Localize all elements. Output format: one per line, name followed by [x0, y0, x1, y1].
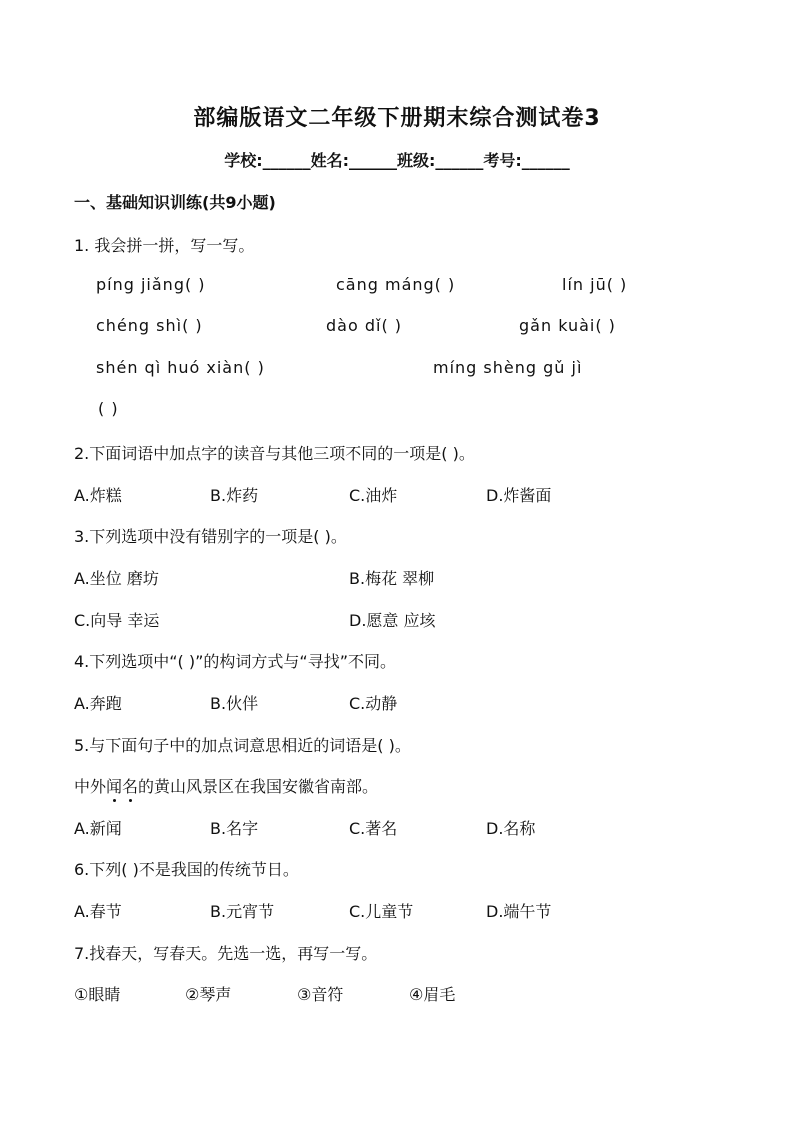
- q2-option-b: B.炸药: [210, 486, 259, 505]
- q5-sentence-before: 中外: [74, 777, 107, 796]
- q3-option-a: A.坐位 磨坊: [74, 569, 159, 588]
- q4-option-c: C.动静: [349, 694, 398, 713]
- exam-title: 部编版语文二年级下册期末综合测试卷3: [193, 106, 601, 131]
- dotted-char: 名: [122, 777, 139, 796]
- q1-pinyin-4: chéng shì( ): [96, 316, 203, 335]
- q5-option-d: D.名称: [486, 819, 536, 838]
- q1-pinyin-5: dào dǐ( ): [326, 316, 403, 335]
- q1-pinyin-2: cāng máng( ): [336, 275, 456, 294]
- q1-pinyin-9: ( ): [98, 399, 119, 418]
- q7-stem: 7.找春天，写春天。先选一选，再写一写。: [74, 944, 378, 963]
- q7-option-3: ③音符: [297, 985, 344, 1004]
- q2-option-d: D.炸酱面: [486, 486, 552, 505]
- section-heading: 一、基础知识训练(共9小题): [74, 193, 276, 212]
- q6-option-b: B.元宵节: [210, 902, 275, 921]
- q6-stem: 6.下列( )不是我国的传统节日。: [74, 860, 299, 879]
- dotted-char: 闻: [106, 777, 123, 796]
- q5-option-c: C.著名: [349, 819, 398, 838]
- q5-option-b: B.名字: [210, 819, 259, 838]
- q5-stem: 5.与下面句子中的加点词意思相近的词语是( )。: [74, 736, 411, 755]
- q1-pinyin-7: shén qì huó xiàn( ): [96, 358, 265, 377]
- student-info-line: 学校:______姓名:______班级:______考号:______: [224, 151, 570, 170]
- q2-option-a: A.炸糕: [74, 486, 122, 505]
- q4-option-a: A.奔跑: [74, 694, 122, 713]
- q3-stem: 3.下列选项中没有错别字的一项是( )。: [74, 527, 347, 546]
- q2-stem: 2.下面词语中加点字的读音与其他三项不同的一项是( )。: [74, 444, 475, 463]
- q5-sentence: [74, 774, 378, 797]
- q4-stem: 4.下列选项中“( )”的构词方式与“寻找”不同。: [74, 652, 396, 671]
- q4-option-b: B.伙伴: [210, 694, 259, 713]
- q5-option-a: A.新闻: [74, 819, 122, 838]
- q6-option-d: D.端午节: [486, 902, 552, 921]
- q7-option-2: ②琴声: [185, 985, 232, 1004]
- q1-pinyin-8: míng shèng gǔ jì: [433, 358, 583, 377]
- q6-option-c: C.儿童节: [349, 902, 414, 921]
- q7-option-4: ④眉毛: [409, 985, 456, 1004]
- q3-option-d: D.愿意 应垓: [349, 611, 436, 630]
- q5-dotted-word: [106, 777, 138, 796]
- q3-option-b: B.梅花 翠柳: [349, 569, 435, 588]
- q1-stem: 1. 我会拼一拼，写一写。: [74, 236, 255, 255]
- q2-option-c: C.油炸: [349, 486, 398, 505]
- q1-pinyin-1: píng jiǎng( ): [96, 275, 206, 294]
- q3-option-c: C.向导 幸运: [74, 611, 160, 630]
- q5-sentence-after: 的黄山风景区在我国安徽省南部。: [138, 777, 379, 796]
- q6-option-a: A.春节: [74, 902, 122, 921]
- q7-option-1: ①眼睛: [74, 985, 121, 1004]
- q1-pinyin-3: lín jū( ): [562, 275, 628, 294]
- q1-pinyin-6: gǎn kuài( ): [519, 316, 616, 335]
